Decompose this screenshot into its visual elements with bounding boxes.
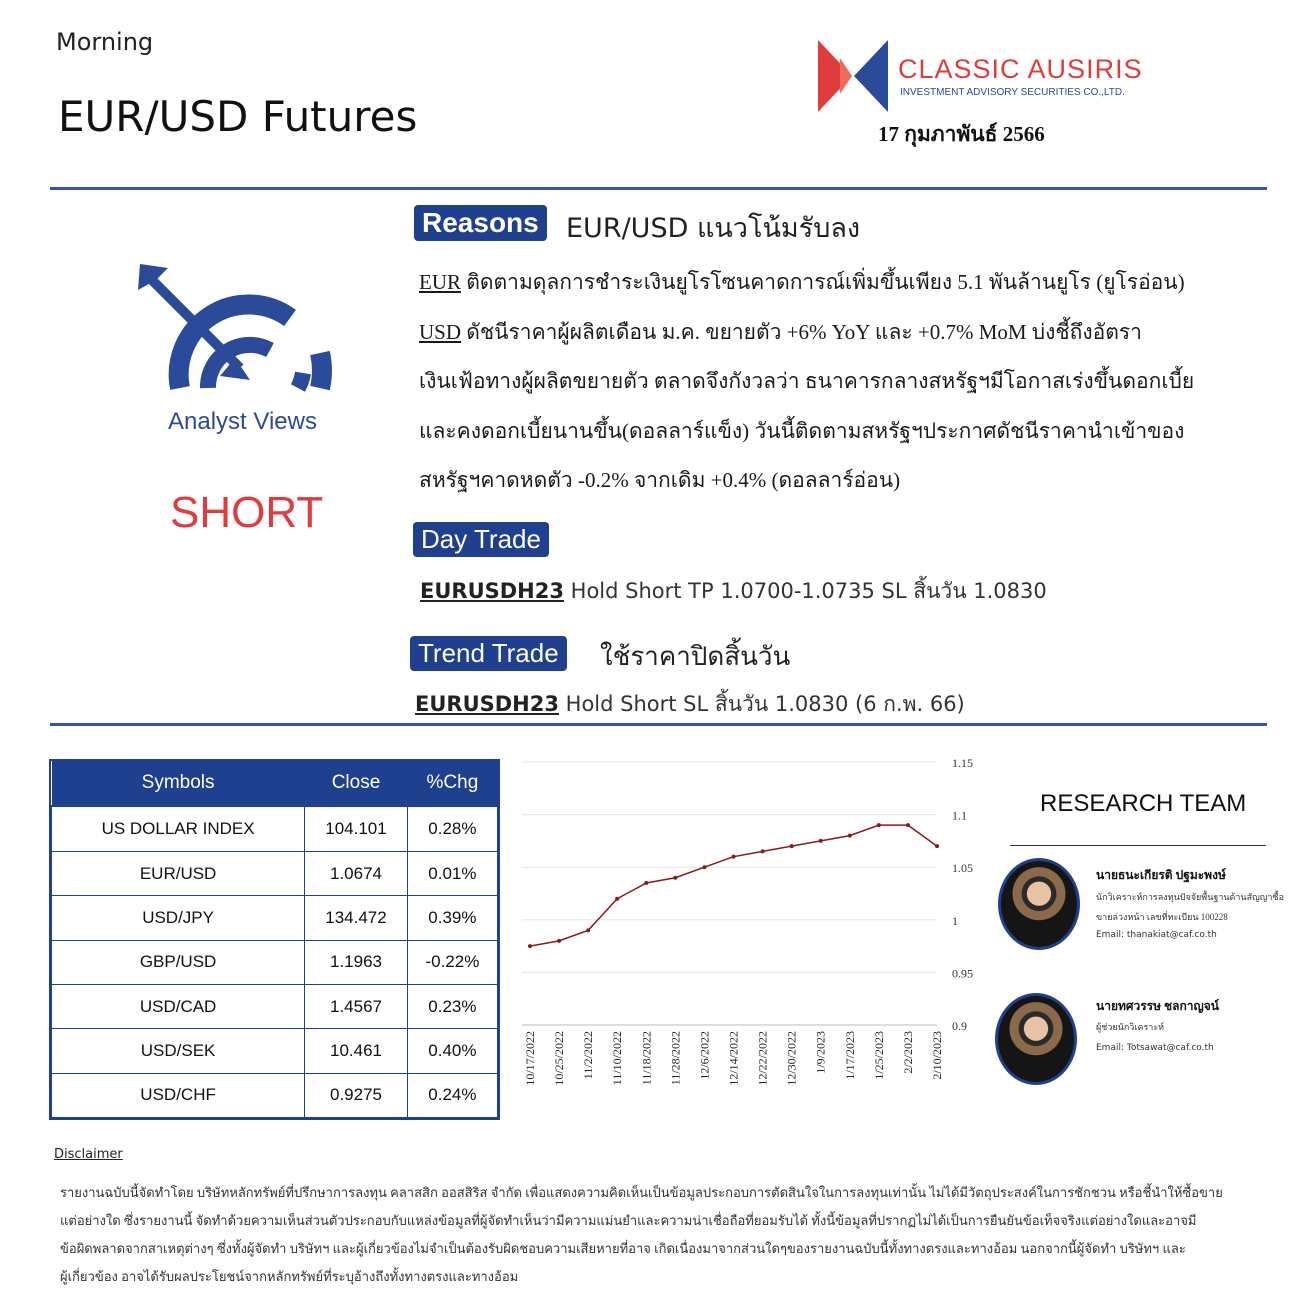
price-chart [512,748,982,1118]
price-point [819,839,823,843]
analyst-views-label: Analyst Views [168,408,317,435]
close-cell: 134.472 [305,896,408,940]
disclaimer-line-2: แต่อย่างใด ซึ่งรายงานนี้ จัดทำด้วยความเห็นส่วนตัวประกอบกับแหล่งข้อมูลที่ผู้จัดทำเห็นว่ามีความแม่นยำและความน่าเชื่อถือที่ยอมรับได้ ทั้งนี้ข้อมูลที่ปรากฏไม่ได้เป็นการยืนยันข้อเท็จจริงแต่อย่างใดและอาจมี [60,1213,1197,1228]
trend-trade-tag: Trend Trade [410,636,567,671]
page-title: EUR/USD Futures [58,92,418,141]
research-team-title: RESEARCH TEAM [1040,790,1247,817]
x-tick-label: 1/9/2023 [813,1031,828,1074]
x-tick-label: 10/17/2022 [523,1031,537,1086]
price-point [586,928,590,932]
price-point [790,844,794,848]
member-2-email: Email: Totsawat@caf.co.th [1096,1043,1214,1053]
brand-name: CLASSIC AUSIRIS [898,54,1143,84]
member-2-avatar [995,993,1077,1085]
price-point [702,865,706,869]
chg-cell: 0.28% [407,806,497,851]
reasons-headline: EUR/USD แนวโน้มรับลง [566,213,861,244]
reason-line-eur [419,258,1301,308]
disclaimer-line-3: ข้อผิดพลาดจากสาเหตุต่างๆ ซึ่งทั้งผู้จัดทำ บริษัทฯ และผู้เกี่ยวข้องไม่จำเป็นต้องรับผิดชอบความเสียหายที่อาจ เกิดเนื่องมาจากส่วนใดๆของรายงานฉบับนี้ทั้งทางตรงและทางอ้อม นอกจากนี้ผู้จัดทำ บริษัทฯ และ [60,1241,1186,1256]
close-cell: 104.101 [305,806,408,851]
x-tick-label: 2/10/2023 [930,1031,944,1080]
x-tick-label: 11/28/2022 [668,1031,683,1086]
reasons-tag: Reasons [414,205,547,241]
x-tick-label: 12/14/2022 [726,1031,741,1086]
disclaimer-title: Disclaimer [54,1147,123,1162]
eur-label: EUR [419,270,461,294]
x-tick-label: 11/18/2022 [639,1031,654,1086]
header-divider [50,187,1267,190]
team-divider [1010,845,1266,846]
reason-line-3: เงินเฟ้อทางผู้ผลิตขยายตัว ตลาดจึงกังวลว่า ธนาคารกลางสหรัฐฯมีโอกาสเร่งขึ้นดอกเบี้ย [419,369,1195,393]
symbol-cell: USD/CAD [52,984,305,1028]
market-table [49,759,500,1120]
member-1-avatar [998,858,1080,950]
y-tick-label: 1.1 [952,808,967,823]
reason-line-usd [419,308,1301,358]
x-tick-label: 11/2/2022 [581,1031,596,1080]
price-point [848,834,852,838]
y-tick-label: 0.95 [952,966,973,981]
y-tick-label: 1 [952,913,958,928]
target-arrow-icon [120,258,340,408]
x-tick-label: 11/10/2022 [610,1031,625,1086]
chg-cell: 0.23% [407,984,497,1028]
price-point [673,876,677,880]
close-cell: 0.9275 [305,1073,408,1117]
price-point [557,939,561,943]
x-tick-label: 1/17/2023 [842,1031,857,1080]
column-header-close: Close [305,761,408,806]
x-tick-label: 2/2/2023 [900,1031,915,1074]
reason-line-4: และคงดอกเบี้ยนานขึ้น(ดอลลาร์แข็ง) วันนี้ติดตามสหรัฐฯประกาศดัชนีราคานำเข้าของ [419,418,1185,443]
member-1-role [1096,890,1284,924]
eur-text: ติดตามดุลการชำระเงินยูโรโซนคาดการณ์เพิ่มขึ้นเพียง 5.1 พันล้านยูโร (ยูโรอ่อน) [461,270,1185,294]
day-trade-tag: Day Trade [413,522,549,557]
usd-text: ดัชนีราคาผู้ผลิตเดือน ม.ค. ขยายตัว +6% YoY และ +0.7% MoM บ่งชี้ถึงอัตรา [461,319,1142,344]
table-row [52,984,498,1028]
chg-cell: 0.01% [407,851,497,895]
symbol-cell: US DOLLAR INDEX [52,806,305,851]
table-row [52,806,498,851]
y-tick-label: 1.05 [952,861,973,876]
symbol-cell: USD/SEK [52,1029,305,1073]
price-point [528,944,532,948]
chg-cell: -0.22% [407,940,497,984]
price-point [906,823,910,827]
disclaimer-line-1: รายงานฉบับนี้จัดทำโดย บริษัทหลักทรัพย์ที่ปรึกษาการลงทุน คลาสสิก ออสสิริส จำกัด เพื่อแสดงความคิดเห็นเป็นข้อมูลประกอบการตัดสินใจในการลงทุนเท่านั้น ไม่ได้มีวัตถุประสงค์ในการชักชวน หรือชี้นำให้ซื้อขาย [60,1185,1223,1200]
y-tick-label: 0.9 [952,1019,967,1033]
chg-cell: 0.40% [407,1029,497,1073]
member-1-name: นายธนะเกียรติ ปฐมะพงษ์ [1096,868,1226,882]
column-header-symbols: Symbols [52,761,305,806]
brand-subtitle: INVESTMENT ADVISORY SECURITIES CO.,LTD. [900,87,1125,98]
close-cell: 1.0674 [305,851,408,895]
reasons-paragraph [419,258,1301,506]
x-tick-label: 12/22/2022 [755,1031,770,1086]
day-trade-text: Hold Short TP 1.0700-1.0735 SL สิ้นวัน 1.0830 [563,579,1047,603]
price-point [761,849,765,853]
trend-trade-line [415,688,965,721]
symbol-cell: EUR/USD [52,851,305,895]
chg-cell: 0.39% [407,896,497,940]
stance-label: SHORT [170,488,324,537]
trend-trade-symbol: EURUSDH23 [415,692,559,716]
close-cell: 1.1963 [305,940,408,984]
disclaimer-text [60,1179,1260,1291]
symbol-cell: GBP/USD [52,940,305,984]
trend-trade-headline: ใช้ราคาปิดสิ้นวัน [600,642,791,672]
day-trade-line [420,575,1047,608]
price-point [644,881,648,885]
close-cell: 1.4567 [305,984,408,1028]
symbol-cell: USD/JPY [52,896,305,940]
price-point [877,823,881,827]
price-point [935,844,939,848]
day-trade-symbol: EURUSDH23 [420,579,564,603]
x-tick-label: 12/6/2022 [697,1031,712,1080]
table-row [52,1073,498,1117]
company-logo [818,40,888,112]
column-header-chg: %Chg [407,761,497,806]
price-series-line [530,825,937,946]
report-date: 17 กุมภาพันธ์ 2566 [878,122,1045,146]
disclaimer-line-4: ผู้เกี่ยวข้อง อาจได้รับผลประโยชน์จากหลักทรัพย์ที่ระบุอ้างถึงทั้งทางตรงและทางอ้อม [60,1269,519,1284]
table-row [52,851,498,895]
y-tick-label: 1.15 [952,756,973,770]
table-row [52,940,498,984]
table-row [52,896,498,940]
symbol-cell: USD/CHF [52,1073,305,1117]
price-point [732,855,736,859]
member-1-role-line-1: นักวิเคราะห์การลงทุนปัจจัยพื้นฐานด้านสัญญาซื้อ [1096,892,1284,902]
usd-label: USD [419,319,462,344]
table-row [52,1029,498,1073]
chg-cell: 0.24% [407,1073,497,1117]
close-cell: 10.461 [305,1029,408,1073]
x-tick-label: 10/25/2022 [552,1031,567,1086]
session-label: Morning [56,28,154,56]
member-2-name: นายทศวรรษ ชลกาญจน์ [1096,999,1219,1013]
x-tick-label: 12/30/2022 [784,1031,799,1086]
section-divider [50,723,1267,726]
reason-line-5: สหรัฐฯคาดหดตัว -0.2% จากเดิม +0.4% (ดอลลาร์อ่อน) [419,468,901,492]
price-point [615,897,619,901]
trend-trade-text: Hold Short SL สิ้นวัน 1.0830 (6 ก.พ. 66) [558,692,965,716]
member-2-role: ผู้ช่วยนักวิเคราะห์ [1096,1022,1165,1032]
member-1-email: Email: thanakiat@caf.co.th [1096,930,1217,940]
member-1-role-line-2: ขายล่วงหน้า เลขที่ทะเบียน 100228 [1096,912,1228,922]
x-tick-label: 1/25/2023 [871,1031,886,1080]
